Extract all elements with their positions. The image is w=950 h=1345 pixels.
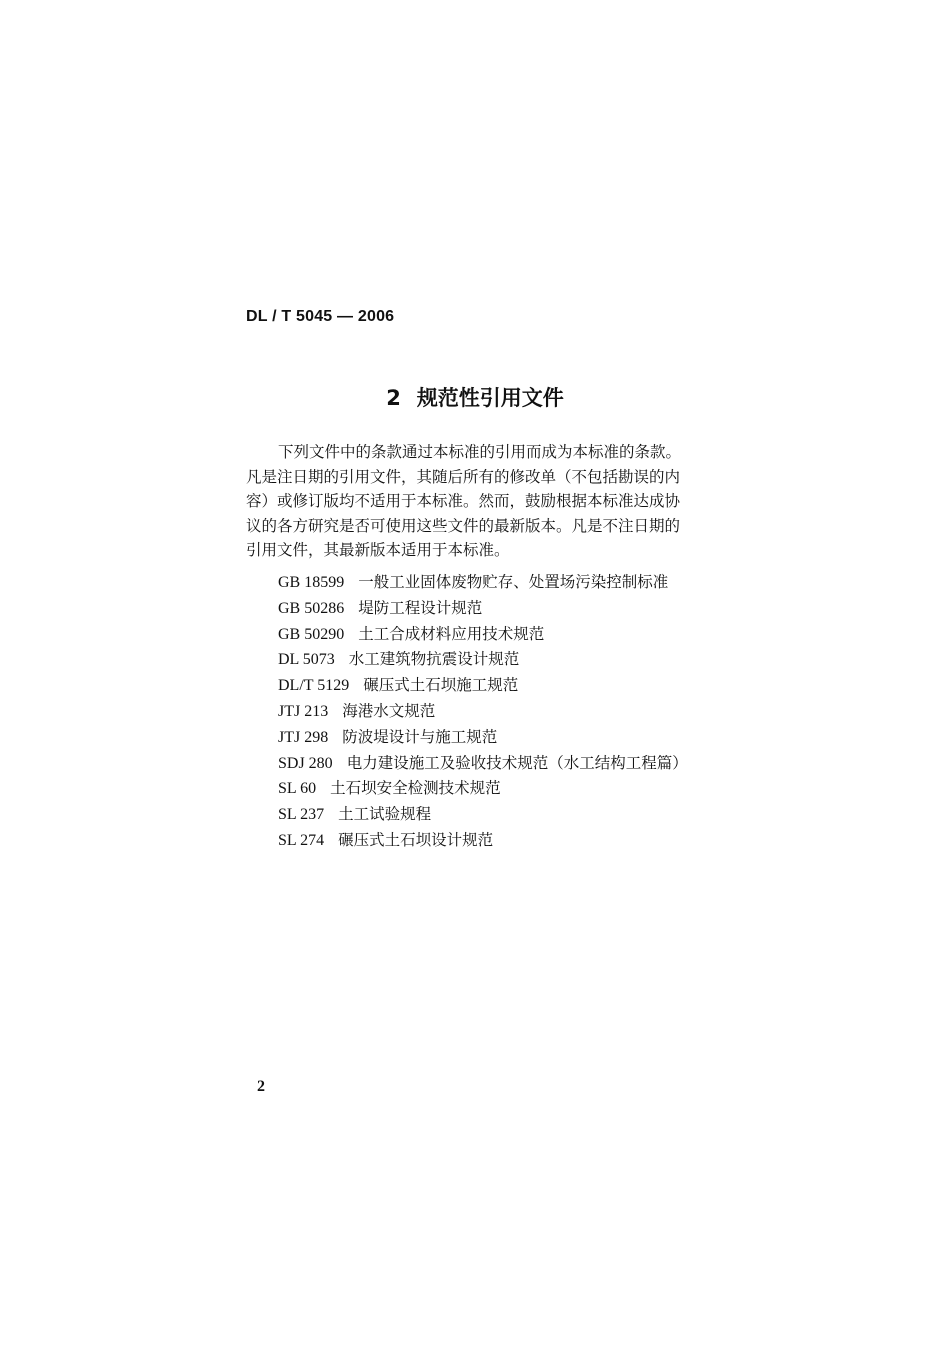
intro-paragraph [246,440,720,563]
reference-item [278,596,688,622]
reference-list [278,570,688,854]
reference-item [278,673,688,699]
page-number: 2 [257,1078,265,1095]
intro-line: 容）或修订版均不适用于本标准。然而，鼓励根据本标准达成协 [246,492,681,511]
reference-item [278,802,688,828]
reference-title: 土工试验规程 [338,805,432,824]
reference-item [278,828,688,854]
section-title [0,382,950,412]
reference-title: 碾压式土石坝设计规范 [338,830,494,849]
intro-line: 引用文件，其最新版本适用于本标准。 [246,541,510,560]
reference-code: GB 50290 [278,625,345,643]
reference-title: 电力建设施工及验收技术规范（水工结构工程篇） [346,753,688,772]
reference-title: 海港水文规范 [342,701,436,720]
reference-item [278,776,688,802]
reference-title: 一般工业固体废物贮存、处置场污染控制标准 [358,573,669,591]
section-title-text: 规范性引用文件 [416,386,564,410]
reference-code: JTJ 298 [278,728,329,746]
reference-item [278,725,688,751]
reference-item [278,647,688,673]
reference-code: DL/T 5129 [278,677,350,695]
reference-title: 水工建筑物抗震设计规范 [348,650,520,669]
reference-code: DL 5073 [278,651,335,669]
reference-code: JTJ 213 [278,702,329,720]
reference-title: 土工合成材料应用技术规范 [358,624,545,643]
reference-title: 防波堤设计与施工规范 [342,727,498,746]
intro-line: 下列文件中的条款通过本标准的引用而成为本标准的条款。 [278,443,682,461]
reference-code: SL 237 [278,806,325,824]
reference-code: GB 50286 [278,599,345,617]
intro-line: 凡是注日期的引用文件，其随后所有的修改单（不包括勘误的内 [246,467,681,486]
reference-title: 土石坝安全检测技术规范 [330,779,501,798]
reference-code: SL 60 [278,780,317,798]
reference-item [278,570,688,596]
reference-title: 碾压式土石坝施工规范 [363,676,519,695]
reference-title: 堤防工程设计规范 [358,598,483,617]
reference-code: SL 274 [278,831,325,849]
reference-item [278,751,688,777]
section-number: 2 [386,386,401,410]
standard-code-header: DL / T 5045 — 2006 [246,308,395,325]
reference-item [278,699,688,725]
reference-code: GB 18599 [278,574,345,591]
reference-item [278,622,688,648]
reference-code: SDJ 280 [278,754,333,772]
intro-line: 议的各方研究是否可使用这些文件的最新版本。凡是不注日期的 [246,516,681,535]
